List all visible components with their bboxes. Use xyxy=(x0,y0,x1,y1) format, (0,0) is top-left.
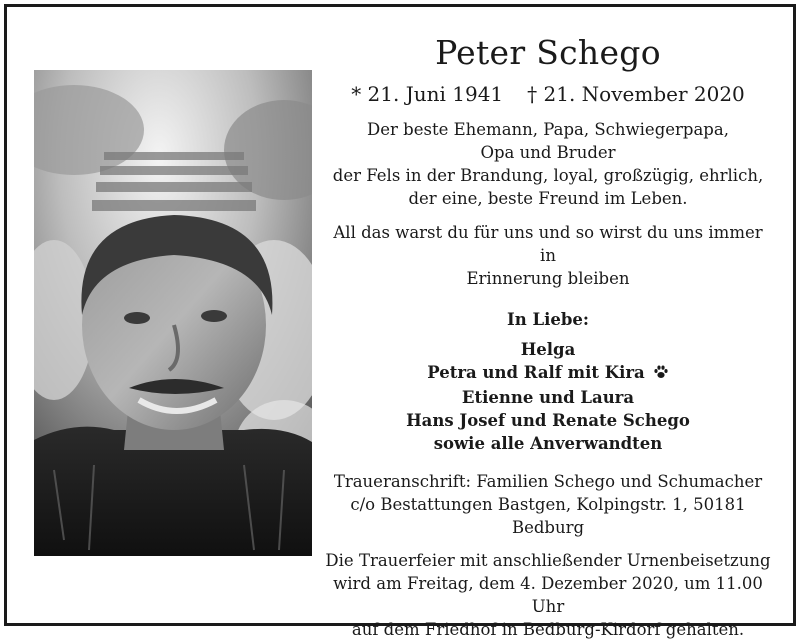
birth-date: * 21. Juni 1941 xyxy=(351,82,504,106)
portrait-illustration xyxy=(34,70,312,556)
tribute-line: Der beste Ehemann, Papa, Schwiegerpapa, xyxy=(367,120,729,139)
tribute-line: der Fels in der Brandung, loyal, großzügig, ehrlich, xyxy=(332,166,764,185)
ceremony-line: auf dem Friedhof in Bedburg-Kirdorf gehalten. xyxy=(351,620,745,639)
mourner-name: Petra und Ralf mit Kira xyxy=(427,363,645,382)
ceremony-block xyxy=(323,549,773,641)
ceremony-line: Die Trauerfeier mit anschließender Urnenbeisetzung xyxy=(325,551,771,570)
life-dates xyxy=(323,81,773,107)
mourner-name: Etienne und Laura xyxy=(461,388,635,407)
obituary-text xyxy=(323,33,773,641)
address-line: Traueranschrift: Familien Schego und Schumacher xyxy=(333,472,763,491)
ceremony-line: wird am Freitag, dem 4. Dezember 2020, um 11.00 Uhr xyxy=(333,574,763,616)
death-date: † 21. November 2020 xyxy=(527,82,745,106)
obituary-card xyxy=(4,4,796,639)
mourners-block xyxy=(323,308,773,455)
deceased-name: Peter Schego xyxy=(435,33,661,72)
mourner-name-with-icon xyxy=(323,361,773,386)
address-block xyxy=(323,470,773,539)
mourner-name: Helga xyxy=(520,340,576,359)
mourners-heading: In Liebe: xyxy=(507,310,589,329)
memory-line: Erinnerung bleiben xyxy=(466,269,630,288)
tribute-block xyxy=(323,118,773,210)
tribute-line: der eine, beste Freund im Leben. xyxy=(408,189,688,208)
memory-block xyxy=(323,221,773,290)
portrait-photo xyxy=(34,70,312,556)
paw-print-icon xyxy=(653,363,669,386)
tribute-line: Opa und Bruder xyxy=(480,143,616,162)
mourner-name: Hans Josef und Renate Schego xyxy=(406,411,690,430)
mourner-name: sowie alle Anverwandten xyxy=(433,434,663,453)
memory-line: All das warst du für uns und so wirst du uns immer in xyxy=(333,223,763,265)
address-line: c/o Bestattungen Bastgen, Kolpingstr. 1, 50181 Bedburg xyxy=(350,495,746,537)
